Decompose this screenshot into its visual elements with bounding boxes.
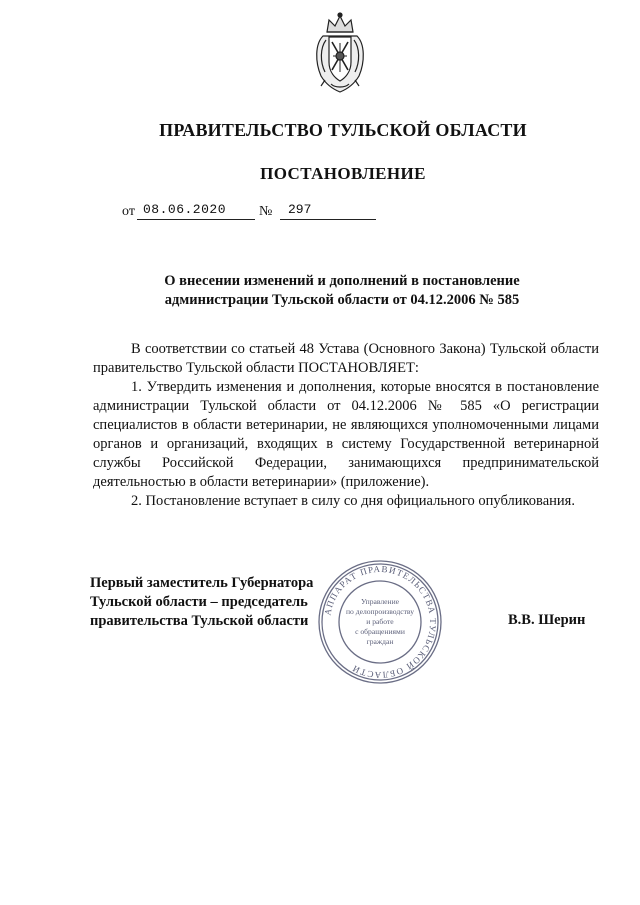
stamp-inner-line-2: по делопроизводству [345,607,415,616]
subject-line-2: администрации Тульской области от 04.12.2006 № 585 [164,292,520,308]
organization-title: ПРАВИТЕЛЬСТВО ТУЛЬСКОЙ ОБЛАСТИ [159,120,527,140]
stamp-outer-text: АППАРАТ ПРАВИТЕЛЬСТВА ТУЛЬСКОЙ ОБЛАСТИ [322,563,439,681]
stamp-inner-line-1: Управление [360,597,400,606]
document-type: ПОСТАНОВЛЕНИЕ [260,164,426,183]
signatory-title [90,574,350,631]
document-number: 297 [280,202,376,220]
round-seal-stamp-icon [316,558,444,686]
signatory-title-line-3: правительства Тульской области [90,613,309,629]
document-date: 08.06.2020 [137,202,255,220]
subject-line-1: О внесении изменений и дополнений в постановление [164,273,520,289]
tula-coat-of-arms-icon [309,10,371,94]
signatory-title-line-2: Тульской области – председатель [90,594,308,610]
stamp-inner-line-5: граждан [366,637,394,646]
item-1-paragraph: 1. Утвердить изменения и дополнения, которые вносятся в постановление администрации Тульской области от 04.12.2006 № 585 «О регистрации специалистов в области ветеринарии, не являющихся уполномоченными лицами органов и организаций, входящих в систему Государственной ветеринарной службы Российской Федерации, занимающихся предпринимательской деятельностью в области ветеринарии» (приложение). [93,379,599,490]
signatory-name: В.В. Шерин [508,612,586,628]
date-prefix: от [122,204,135,219]
stamp-inner-line-3: и работе [366,617,394,626]
preamble-paragraph: В соответствии со статьей 48 Устава (Основного Закона) Тульской области правительство Тульской области ПОСТАНОВЛЯЕТ: [93,341,599,376]
signatory-title-line-1: Первый заместитель Губернатора [90,575,314,591]
number-prefix: № [259,204,273,219]
document-body [93,340,599,511]
stamp-inner-line-4: с обращениями [355,627,405,636]
item-2-paragraph: 2. Постановление вступает в силу со дня официального опубликования. [131,493,575,509]
document-subject [92,272,592,310]
